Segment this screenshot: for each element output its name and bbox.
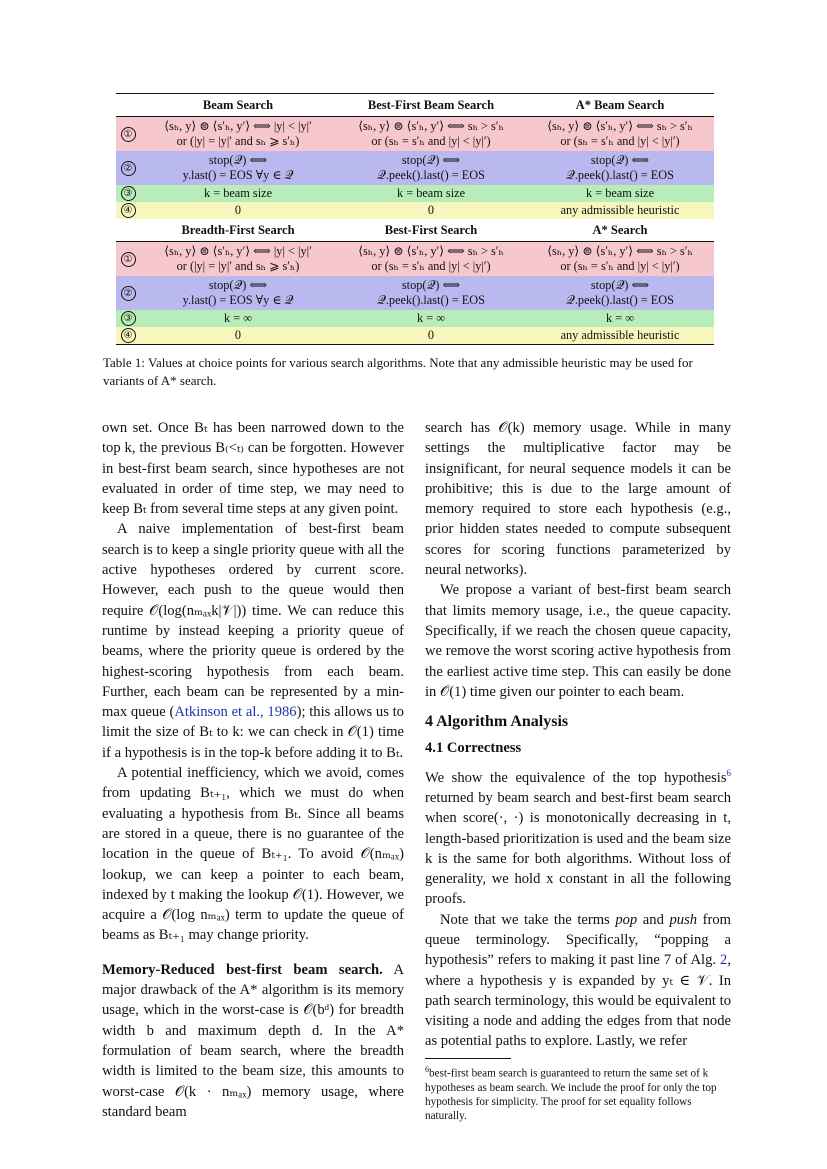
marker-1: ① [121,127,136,142]
table-cell: 𝒬.peek().last() = EOS [566,293,674,307]
paragraph-heading: Memory-Reduced best-first beam search. [102,961,383,978]
table-cell: ⟨sₕ, y⟩ ⊜ ⟨s′ₕ, y′⟩ ⟺ sₕ > s′ₕ [358,119,504,133]
marker-3: ③ [121,311,136,326]
table-cell: or (sₕ = s′ₕ and |y| < |y|′) [371,259,491,273]
table-cell: or (|y| = |y|′ and sₕ ⩾ s′ₕ) [176,259,300,273]
left-column [102,418,404,1122]
table-row [116,185,714,202]
table-cell: ⟨sₕ, y⟩ ⊜ ⟨s′ₕ, y′⟩ ⟺ sₕ > s′ₕ [358,244,504,258]
paragraph: Memory-Reduced best-first beam search. A major drawback of the A* algorithm is its memory usage, which in the worst-case is 𝒪(bᵈ) for breadth width b and maximum depth d. In the A* formulation of beam search, where the breadth width is limited to the beam size, this amounts to worst-case 𝒪(k · nₘₐₓ) memory usage, where standard beam [102,961,404,1120]
table-cell: 0 [427,203,435,217]
right-column [425,418,731,1123]
table-cell: stop(𝒬) ⟺ [208,278,268,292]
marker-4: ④ [121,328,136,343]
header-astar-search: A* Search [592,222,648,237]
table-cell: 0 [427,328,435,342]
choice-points-table [116,93,714,345]
header-best-first-beam-search: Best-First Beam Search [367,97,495,112]
table-cell: ⟨sₕ, y⟩ ⊜ ⟨s′ₕ, y′⟩ ⟺ sₕ > s′ₕ [547,119,693,133]
marker-1: ① [121,252,136,267]
paragraph: search has 𝒪(k) memory usage. While in many settings the multiplicative factor may be insignificant, for neural sequence models it can be prohibitive; this is due to the large amount of memory required to store each hypothesis (e.g., prior hidden states needed to compute subsequent scores for scoring functions parameterized by neural networks). [425,420,731,579]
table-cell: k = ∞ [224,311,252,325]
table-cell: stop(𝒬) ⟺ [401,153,461,167]
table-cell: 𝒬.peek().last() = EOS [377,293,485,307]
table-cell: k = ∞ [417,311,445,325]
table-cell: stop(𝒬) ⟺ [590,153,650,167]
header-breadth-first-search: Breadth-First Search [181,222,295,237]
table-cell: ⟨sₕ, y⟩ ⊜ ⟨s′ₕ, y′⟩ ⟺ sₕ > s′ₕ [547,244,693,258]
table-caption: Table 1: Values at choice points for various search algorithms. Note that any admissible heuristic may be used for variants of A* search. [103,355,693,388]
table-cell: any admissible heuristic [560,203,680,217]
table-row [116,327,714,344]
table-cell: k = beam size [585,186,655,200]
table-header-group2 [116,219,714,241]
table-cell: any admissible heuristic [560,328,680,342]
table-cell: k = beam size [203,186,273,200]
table-row [116,151,714,185]
table-cell: or (sₕ = s′ₕ and |y| < |y|′) [560,259,680,273]
subsection-heading: 4.1 Correctness [425,740,522,757]
table-row [116,117,714,151]
marker-2: ② [121,286,136,301]
table-cell: k = ∞ [606,311,634,325]
table-cell: or (sₕ = s′ₕ and |y| < |y|′) [560,134,680,148]
table-cell: 𝒬.peek().last() = EOS [377,168,485,182]
algorithm-link[interactable]: 2 [720,952,728,969]
table-cell: ⟨sₕ, y⟩ ⊜ ⟨s′ₕ, y′⟩ ⟺ |y| < |y|′ [164,119,312,133]
table-row [116,202,714,219]
table-cell: ⟨sₕ, y⟩ ⊜ ⟨s′ₕ, y′⟩ ⟺ |y| < |y|′ [164,244,312,258]
paragraph: A potential inefficiency, which we avoid, comes from updating Bₜ₊₁, which we must do when evaluating a hypothesis from Bₜ. Since all beams are stored in a queue, there is no guarantee of the location in the queue of Bₜ₊₁. To avoid 𝒪(nₘₐₓ) lookup, we can keep a pointer to each beam, indexed by t making the lookup 𝒪(1). However, we acquire a 𝒪(log nₘₐₓ) term to update the queue of beams as Bₜ₊₁ may change priority. [102,765,404,944]
table-cell: 𝒬.peek().last() = EOS [566,168,674,182]
footnote: $^6$best-first beam search is guaranteed to return the same set of k hypotheses as beam search. We include the proof for only the top hypothesis for simplicity. The proof for set equality follows naturally. [425,1064,717,1122]
paragraph: own set. Once Bₜ has been narrowed down to the top k, the previous B₍<ₜ₎ can be forgotten. However in best-first beam search, since hypotheses are not evaluated in order of time step, we may need to keep Bₜ from several time steps at any given point. [102,420,404,518]
footnote-rule [425,1058,511,1059]
footnote-marker[interactable]: 6 [726,767,731,778]
table-cell: stop(𝒬) ⟺ [590,278,650,292]
paragraph: We propose a variant of best-first beam search that limits memory usage, i.e., the queue capacity. Specifically, if we reach the chosen queue capacity, we remove the worst scoring active hypothesis from the earliest active time step. This can easily be done in 𝒪(1) time given our pointer to each beam. [425,582,731,700]
table-cell: 0 [234,203,242,217]
section-heading: 4 Algorithm Analysis [425,713,569,731]
table-cell: or (sₕ = s′ₕ and |y| < |y|′) [371,134,491,148]
marker-4: ④ [121,203,136,218]
table-cell: stop(𝒬) ⟺ [208,153,268,167]
table-row [116,310,714,327]
table-cell: or (|y| = |y|′ and sₕ ⩾ s′ₕ) [176,134,300,148]
table-cell: stop(𝒬) ⟺ [401,278,461,292]
marker-3: ③ [121,186,136,201]
table-cell: y.last() = EOS ∀y ∈ 𝒬 [182,293,294,307]
table-cell: y.last() = EOS ∀y ∈ 𝒬 [182,168,294,182]
header-beam-search: Beam Search [202,97,274,112]
table-row [116,276,714,310]
table-cell: 0 [234,328,242,342]
header-best-first-search: Best-First Search [384,222,478,237]
header-astar-beam-search: A* Beam Search [575,97,665,112]
marker-2: ② [121,161,136,176]
table-cell: k = beam size [396,186,466,200]
paragraph: A naive implementation of best-first beam search is to keep a single priority queue with all the active hypotheses ordered by current score. However, each push to the queue would then require 𝒪(log(nₘₐₓk|𝒱|)) time. We can reduce this runtime by instead keeping a priority queue of beams, where the priority queue is ordered by the highest-scoring hypothesis from each beam. Further, each beam can be represented by a min-max queue (Atkinson et al., 1986); this allows us to limit the size of Bₜ to k: we can check in 𝒪(1) time if a hypothesis is in the top-k before adding it to Bₜ. [102,521,404,761]
table-header-group1 [116,93,714,116]
table-row [116,242,714,276]
paragraph: We show the equivalence of the top hypothesis$^6$ returned by beam search and best-first beam search when score(·, ·) is monotonically decreasing in t, length-based prioritization is used and the beam size k is the same for both algorithms. Without loss of generality, we hold x constant in all the following proofs. [425,767,731,908]
citation-link[interactable]: Atkinson et al., 1986 [174,704,297,721]
paragraph: Note that we take the terms pop and push from queue terminology. Specifically, “popping a hypothesis” refers to making it past line 7 of Alg. 2, where a hypothesis y is expanded by yₜ ∈ 𝒱. In path search terminology, this would be equivalent to visiting a node and adding the edges from that node as potential paths to explore. Lastly, we refer [425,911,731,1050]
